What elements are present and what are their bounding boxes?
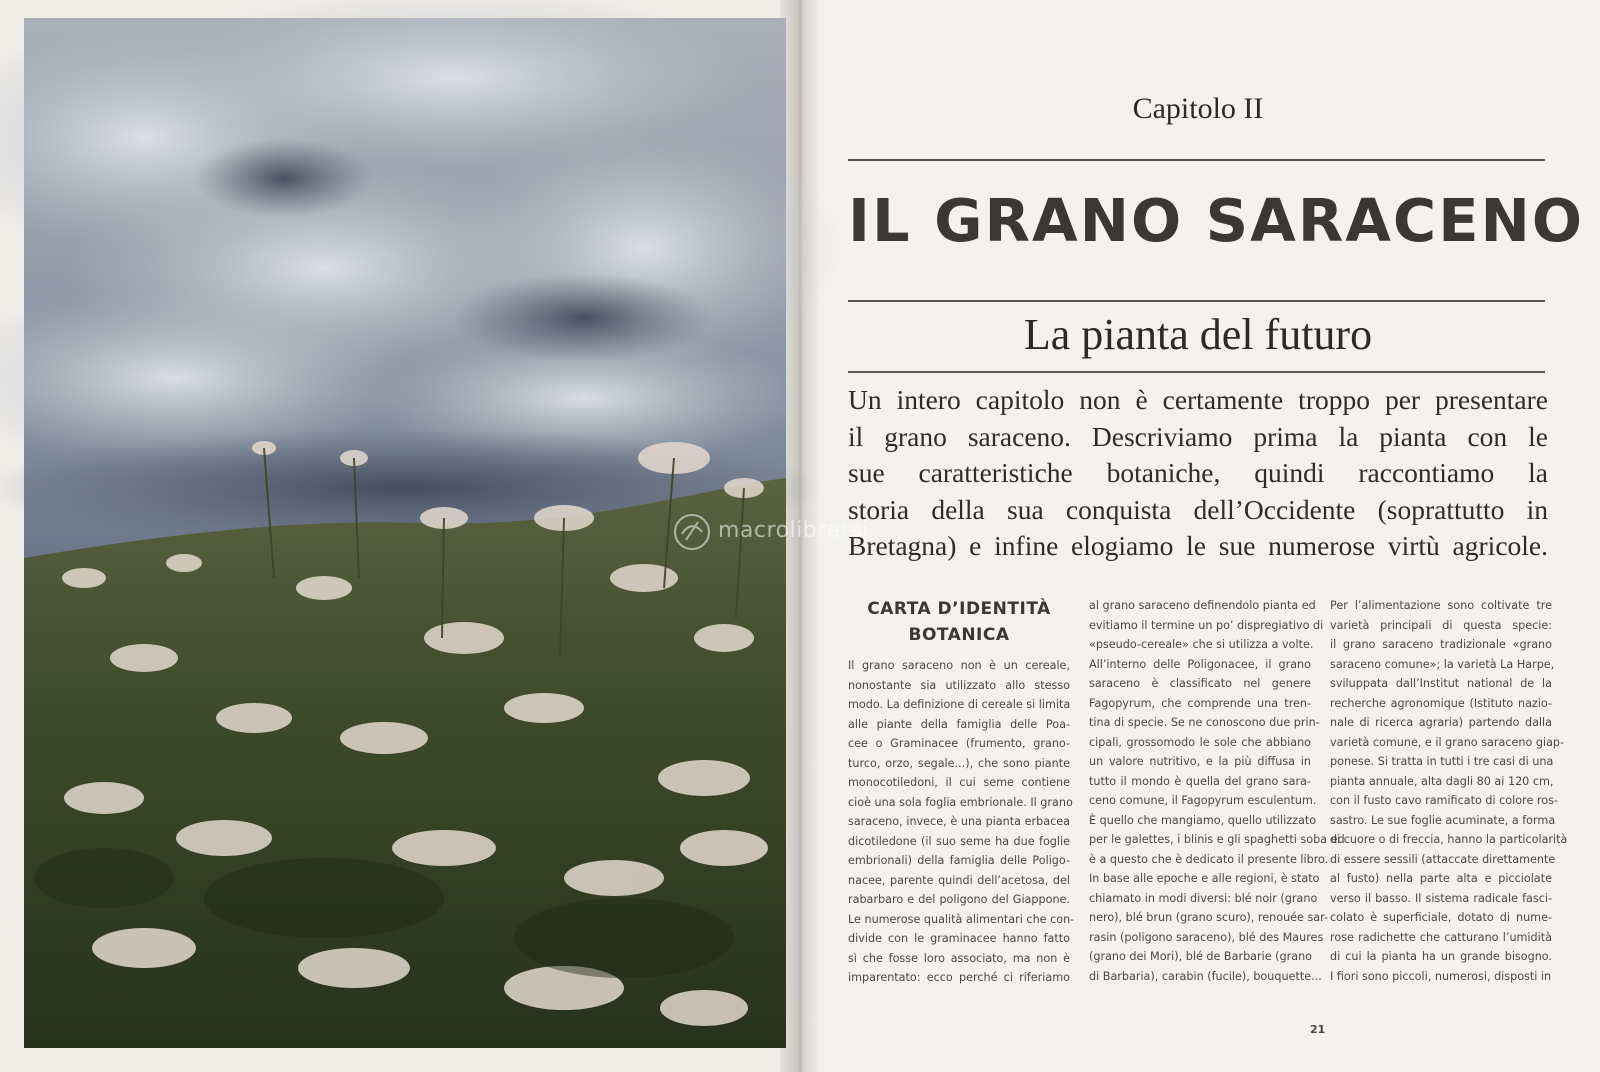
- chapter-label: Capitolo II: [1132, 92, 1264, 125]
- body-line: ponese. Si tratta in tutti i tre casi di una: [1330, 755, 1554, 768]
- body-line: Le numerose qualità alimentari che con-: [848, 912, 1075, 926]
- body-line: chiamato in modi diversi: blé noir (grano: [1089, 891, 1318, 905]
- watermark-logo-icon: [672, 512, 712, 552]
- body-line: All’interno delle Poligonacee, il grano: [1089, 657, 1311, 671]
- body-line: «pseudo-cereale» che si utilizza a volte.: [1089, 638, 1314, 651]
- body-line: nale di ricerca agraria) partendo dalla: [1330, 716, 1552, 729]
- section-heading: [848, 596, 1070, 648]
- page-number: 21: [1310, 1023, 1326, 1036]
- body-line: recherche agronomique (Istituto nazio-: [1330, 696, 1552, 710]
- body-line: sì che fosse loro associato, ma non è: [848, 951, 1070, 965]
- body-line: cee o Graminacee (frumento, grano-: [848, 737, 1070, 750]
- body-line: dicotiledone (il suo seme ha due foglie: [848, 834, 1070, 848]
- body-line: (grano dei Mori), blé de Barbarie (grano: [1089, 950, 1313, 963]
- intro-line: il grano saraceno. Descriviamo prima la pianta con le: [848, 420, 1548, 452]
- body-line: il grano saraceno tradizionale «grano: [1330, 638, 1552, 651]
- section-heading-line: CARTA D’IDENTITÀ: [867, 599, 1051, 619]
- body-line: un valore nutritivo, e la più diffusa in: [1089, 755, 1311, 768]
- body-line: sastro. Le sue foglie acuminate, a forma: [1330, 813, 1556, 827]
- watermark: [672, 512, 872, 552]
- body-line: divide con le graminacee hanno fatto: [848, 932, 1070, 945]
- text-column-1: [848, 656, 1075, 988]
- body-line: turco, orzo, segale...), che sono piante: [848, 756, 1070, 770]
- divider-bottom: [848, 371, 1545, 373]
- divider-top: [848, 159, 1545, 161]
- body-line: evitiamo il termine un po’ dispregiativo di: [1089, 618, 1324, 632]
- body-line: al fusto) nella parte alta e picciolate: [1330, 872, 1552, 885]
- page-title: IL GRANO SARACENO: [848, 186, 1585, 255]
- body-line: per le galettes, i blinis e gli spaghetti soba ed: [1089, 833, 1345, 846]
- watermark-text: macrolibrarsi: [718, 518, 869, 543]
- body-line: Il grano saraceno non è un cereale,: [848, 659, 1070, 672]
- body-line: Fagopyrum, che comprende una tren-: [1089, 696, 1311, 710]
- text-column-2: [1089, 596, 1345, 986]
- intro-line: Un intero capitolo non è certamente troppo per presentare: [848, 384, 1548, 415]
- intro-line: storia della sua conquista dell’Occidente (soprattutto in: [848, 493, 1548, 525]
- intro-line: Bretagna) e infine elogiamo le sue numerose virtù agricole.: [848, 530, 1548, 561]
- body-line: Per l’alimentazione sono coltivate tre: [1330, 599, 1552, 612]
- body-line: al grano saraceno definendolo pianta ed: [1089, 599, 1316, 612]
- body-line: è a questo che è dedicato il presente libro.: [1089, 852, 1329, 866]
- body-line: nero), blé brun (grano scuro), renouée sar-: [1089, 911, 1329, 924]
- body-line: cipali, grossomodo le sole che abbiano: [1089, 735, 1311, 749]
- body-line: saraceno, invece, è una pianta erbacea: [848, 815, 1070, 828]
- body-line: modo. La definizione di cereale si limita: [848, 698, 1071, 711]
- body-line: cioè una sola foglia embrionale. Il grano: [848, 795, 1073, 809]
- body-line: pianta annuale, alta dagli 80 ai 120 cm,: [1330, 774, 1554, 788]
- body-line: In base alle epoche e alle regioni, è stato: [1089, 872, 1320, 885]
- body-line: varietà principali di questa specie:: [1330, 618, 1552, 632]
- body-line: di cui la pianta ha un grande bisogno.: [1330, 950, 1552, 963]
- body-line: sviluppata dall’Institut national de la: [1330, 677, 1552, 690]
- body-line: È quello che mangiamo, quello utilizzato: [1089, 813, 1317, 827]
- body-line: embrionali) della famiglia delle Poligo-: [848, 854, 1070, 867]
- page-subtitle: La pianta del futuro: [1023, 310, 1373, 359]
- body-line: con il fusto cavo ramificato di colore ros-: [1330, 794, 1558, 807]
- body-line: nacee, parente quindi dell’acetosa, del: [848, 873, 1070, 887]
- body-line: imparentato: ecco perché ci riferiamo: [848, 971, 1070, 984]
- body-line: varietà comune, e il grano saraceno giap-: [1330, 735, 1565, 749]
- section-heading-line: BOTANICA: [908, 625, 1010, 645]
- body-line: rose radichette che catturano l’umidità: [1330, 930, 1552, 944]
- body-line: rabarbaro e del poligono del Giappone.: [848, 893, 1070, 906]
- body-line: saraceno comune»; la varietà La Harpe,: [1330, 657, 1555, 671]
- body-line: verso il basso. Il sistema radicale fasci-: [1330, 891, 1552, 905]
- body-line: di cuore o di freccia, hanno la particolarità: [1330, 833, 1568, 846]
- body-line: ceno comune, il Fagopyrum esculentum.: [1089, 794, 1317, 807]
- text-column-3: [1330, 596, 1568, 986]
- intro-paragraph: [848, 382, 1548, 565]
- body-line: alle piante della famiglia delle Poa-: [848, 717, 1070, 731]
- body-line: di Barbaria), carabin (fucile), bouquette...: [1089, 969, 1322, 983]
- intro-line: sue caratteristiche botaniche, quindi raccontiamo la: [848, 457, 1548, 488]
- body-line: tutto il mondo è quella del grano sara-: [1089, 774, 1311, 788]
- body-line: I fiori sono piccoli, numerosi, disposti in: [1330, 969, 1552, 983]
- body-line: saraceno è classificato nel genere: [1089, 677, 1311, 690]
- body-line: colato è superficiale, dotato di nume-: [1330, 911, 1552, 924]
- body-line: tina di specie. Se ne conoscono due prin-: [1089, 716, 1320, 729]
- body-line: rasin (poligono saraceno), blé des Maures: [1089, 930, 1324, 944]
- body-line: monocotiledoni, il cui seme contiene: [848, 776, 1070, 789]
- body-line: nonostante sia utilizzato allo stesso: [848, 678, 1070, 692]
- divider-middle: [848, 300, 1545, 302]
- body-line: di essere sessili (attaccate direttamente: [1330, 852, 1556, 866]
